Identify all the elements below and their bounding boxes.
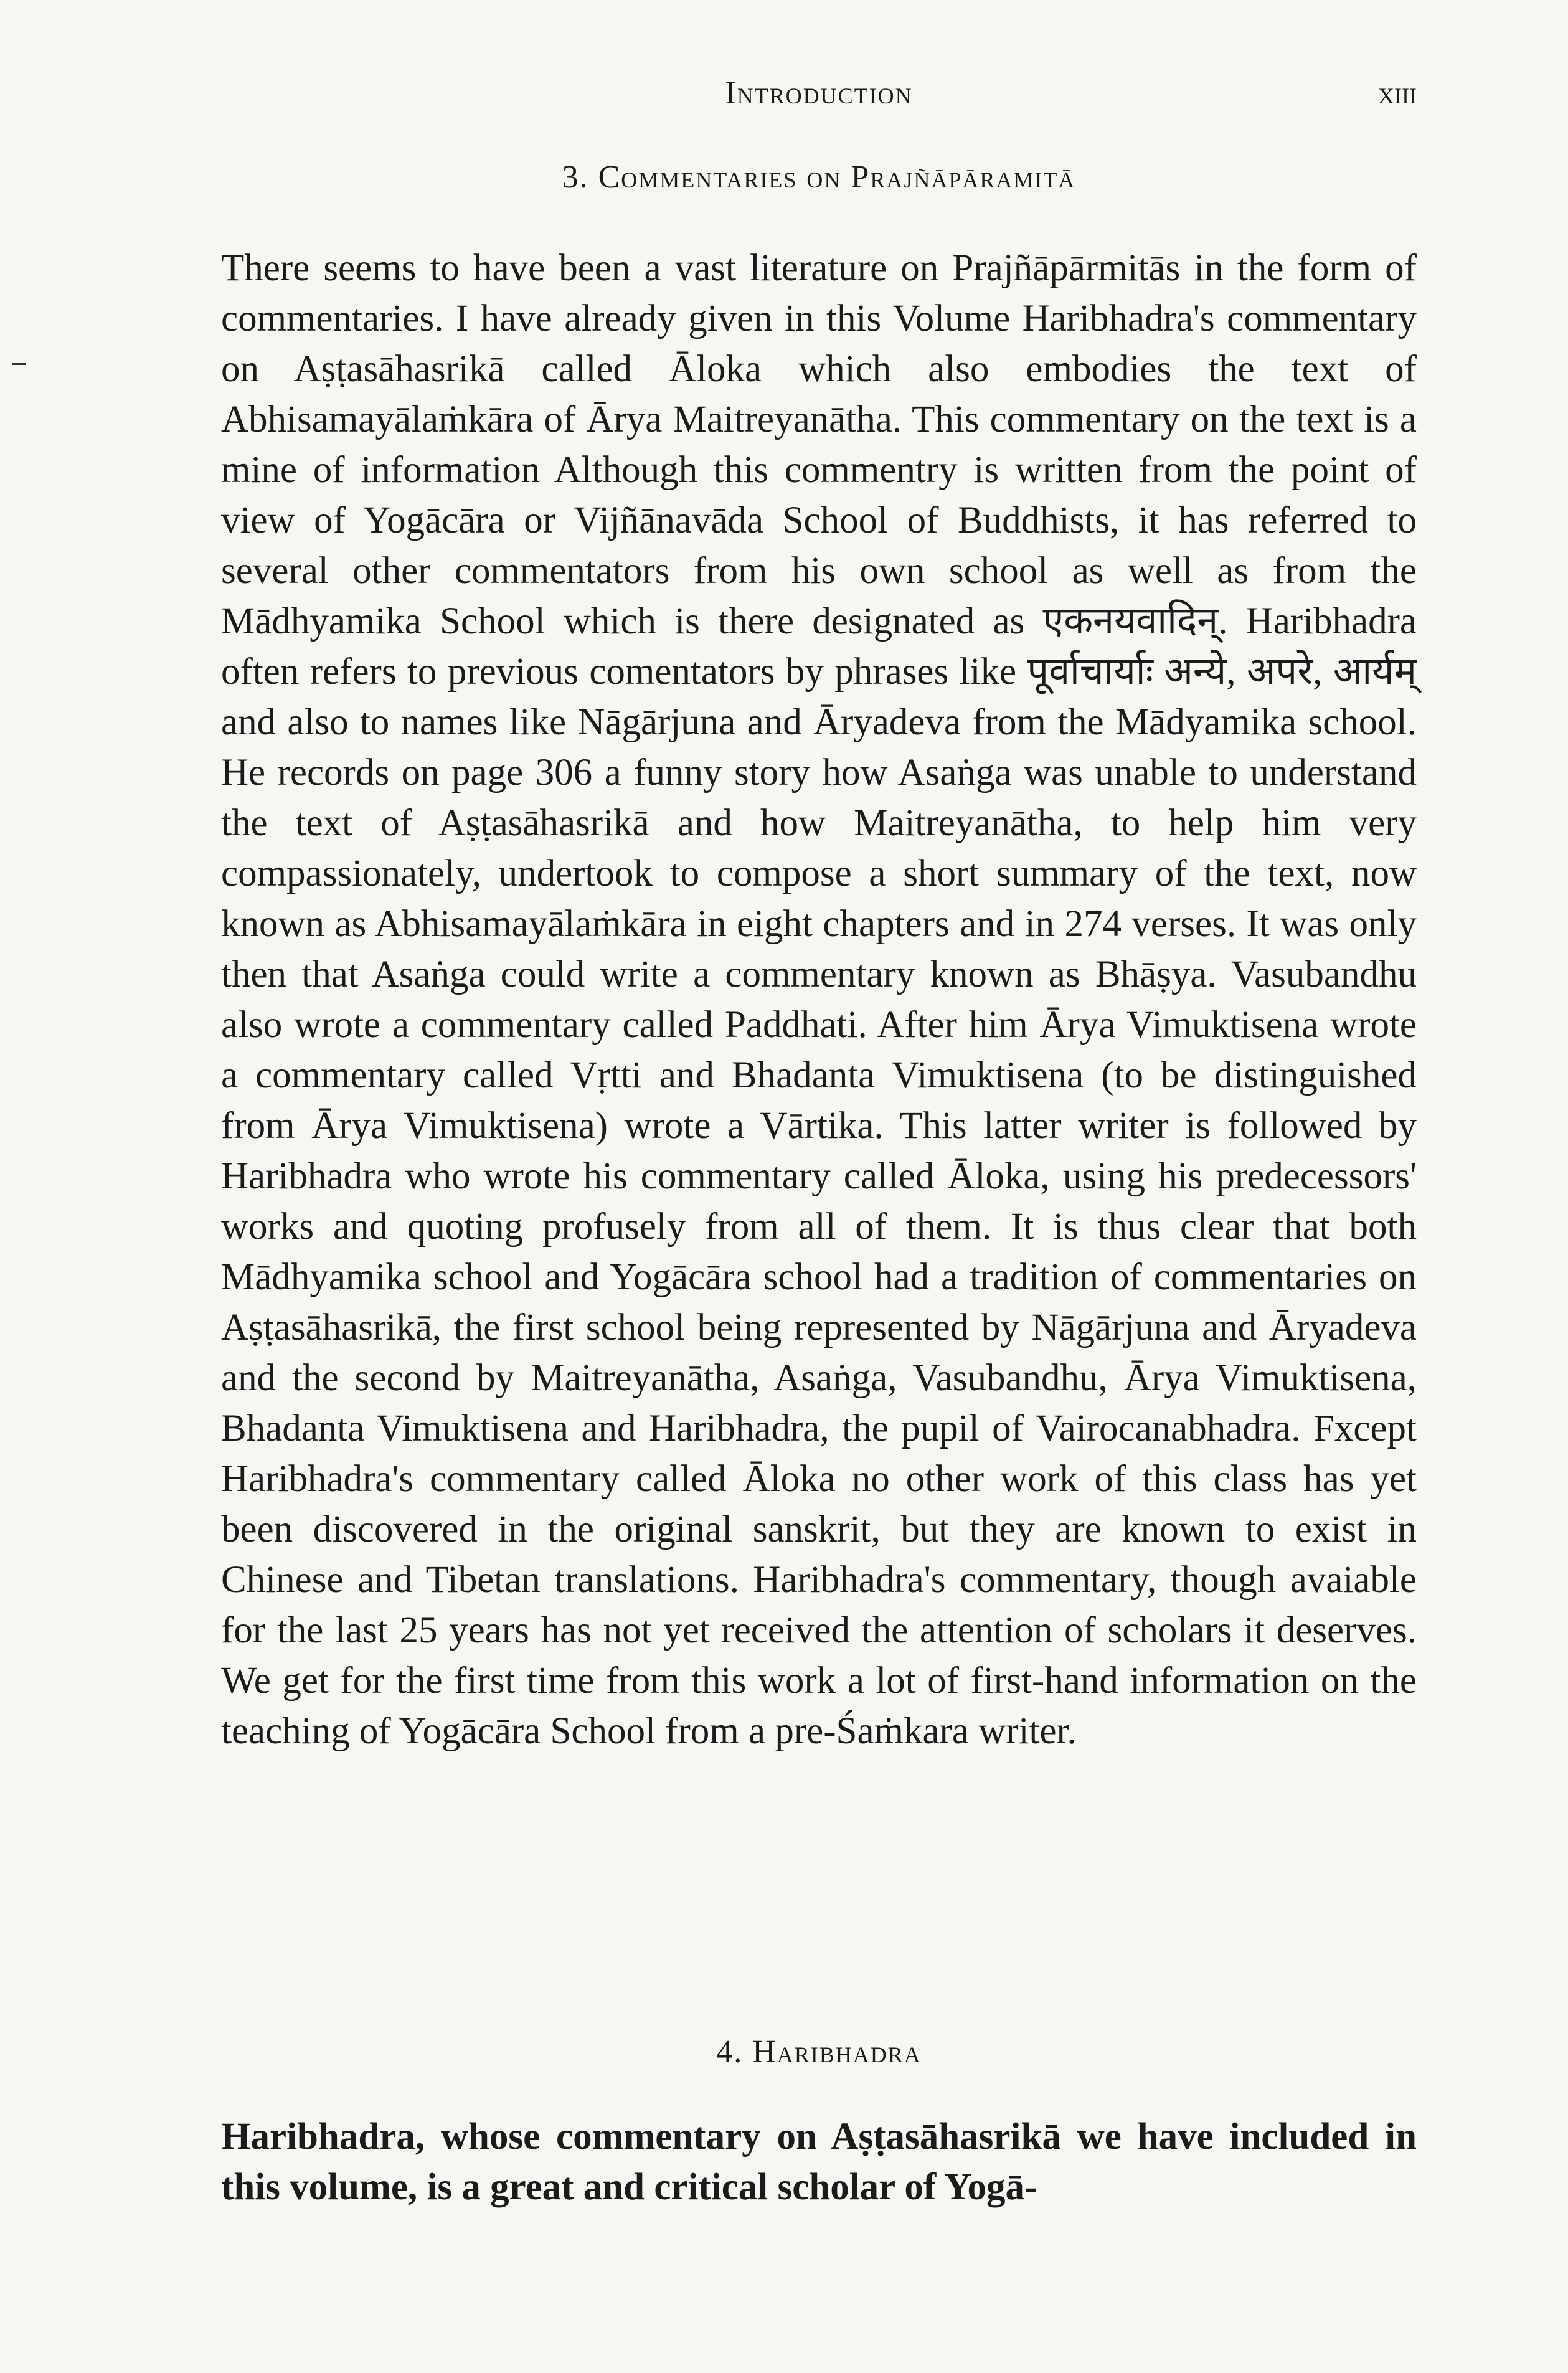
section-heading-commentaries: 3. Commentaries on Prajñāpāramitā <box>562 159 1076 195</box>
page-number: xiii <box>1378 75 1417 111</box>
running-head <box>221 75 1417 137</box>
body-paragraph-commentaries: There seems to have been a vast literature on Prajñāpārmitās in the form of commentaries. I have already given in this Volume Haribhadra's commentary on Aṣṭasāhasrikā called Āloka which also embodies the text of Abhisamayālaṁkāra of Ārya Maitreyanātha. This commentary on the text is a mine of information Although this commentry is written from the point of view of Yogācāra or Vijñānavāda School of Buddhists, it has referred to several other commentators from his own school as well as from the Mādhyamika School which is there designated as एकनयवादिन्. Haribhadra often refers to previous comentators by phrases like पूर्वाचार्याः अन्ये, अपरे, आर्यम् and also to names like Nāgārjuna and Āryadeva from the Mādyamika school. He records on page 306 a funny story how Asaṅga was unable to understand the text of Aṣṭasāhasrikā and how Maitreyanātha, to help him very compassionately, undertook to compose a short summary of the text, now known as Abhisamayālaṁkāra in eight chapters and in 274 verses. It was only then that Asaṅga could write a commentary known as Bhāṣya. Vasubandhu also wrote a commentary called Paddhati. After him Ārya Vimuktisena wrote a commentary called Vṛtti and Bhadanta Vimuktisena (to be distinguished from Ārya Vimuktisena) wrote a Vārtika. This latter writer is followed by Haribhadra who wrote his commentary called Āloka, using his predecessors' works and quoting profusely from all of them. It is thus clear that both Mādhyamika school and Yogācāra school had a tradition of commentaries on Aṣṭasāhasrikā, the first school being represented by Nāgārjuna and Āryadeva and the second by Maitreyanātha, Asaṅga, Vasubandhu, Ārya Vimuktisena, Bhadanta Vimuktisena and Haribhadra, the pupil of Vairocanabhadra. Fxcept Haribhadra's commentary called Āloka no other work of this class has yet been discovered in the original sanskrit, but they are known to exist in Chinese and Tibetan translations. Haribhadra's commentary, though avaiable for the last 25 years has not yet received the attention of scholars it deserves. We get for the first time from this work a lot of first-hand information on the teaching of Yogācāra School from a pre-Śaṁkara writer. <box>221 247 1417 1752</box>
section-heading-haribhadra: 4. Haribhadra <box>716 2034 922 2070</box>
body-paragraph-haribhadra: Haribhadra, whose commentary on Aṣṭasāhasrikā we have included in this volume, is a great and critical scholar of Yogā- <box>221 2116 1417 2208</box>
running-head-title: Introduction <box>725 75 913 111</box>
margin-mark <box>12 363 26 365</box>
